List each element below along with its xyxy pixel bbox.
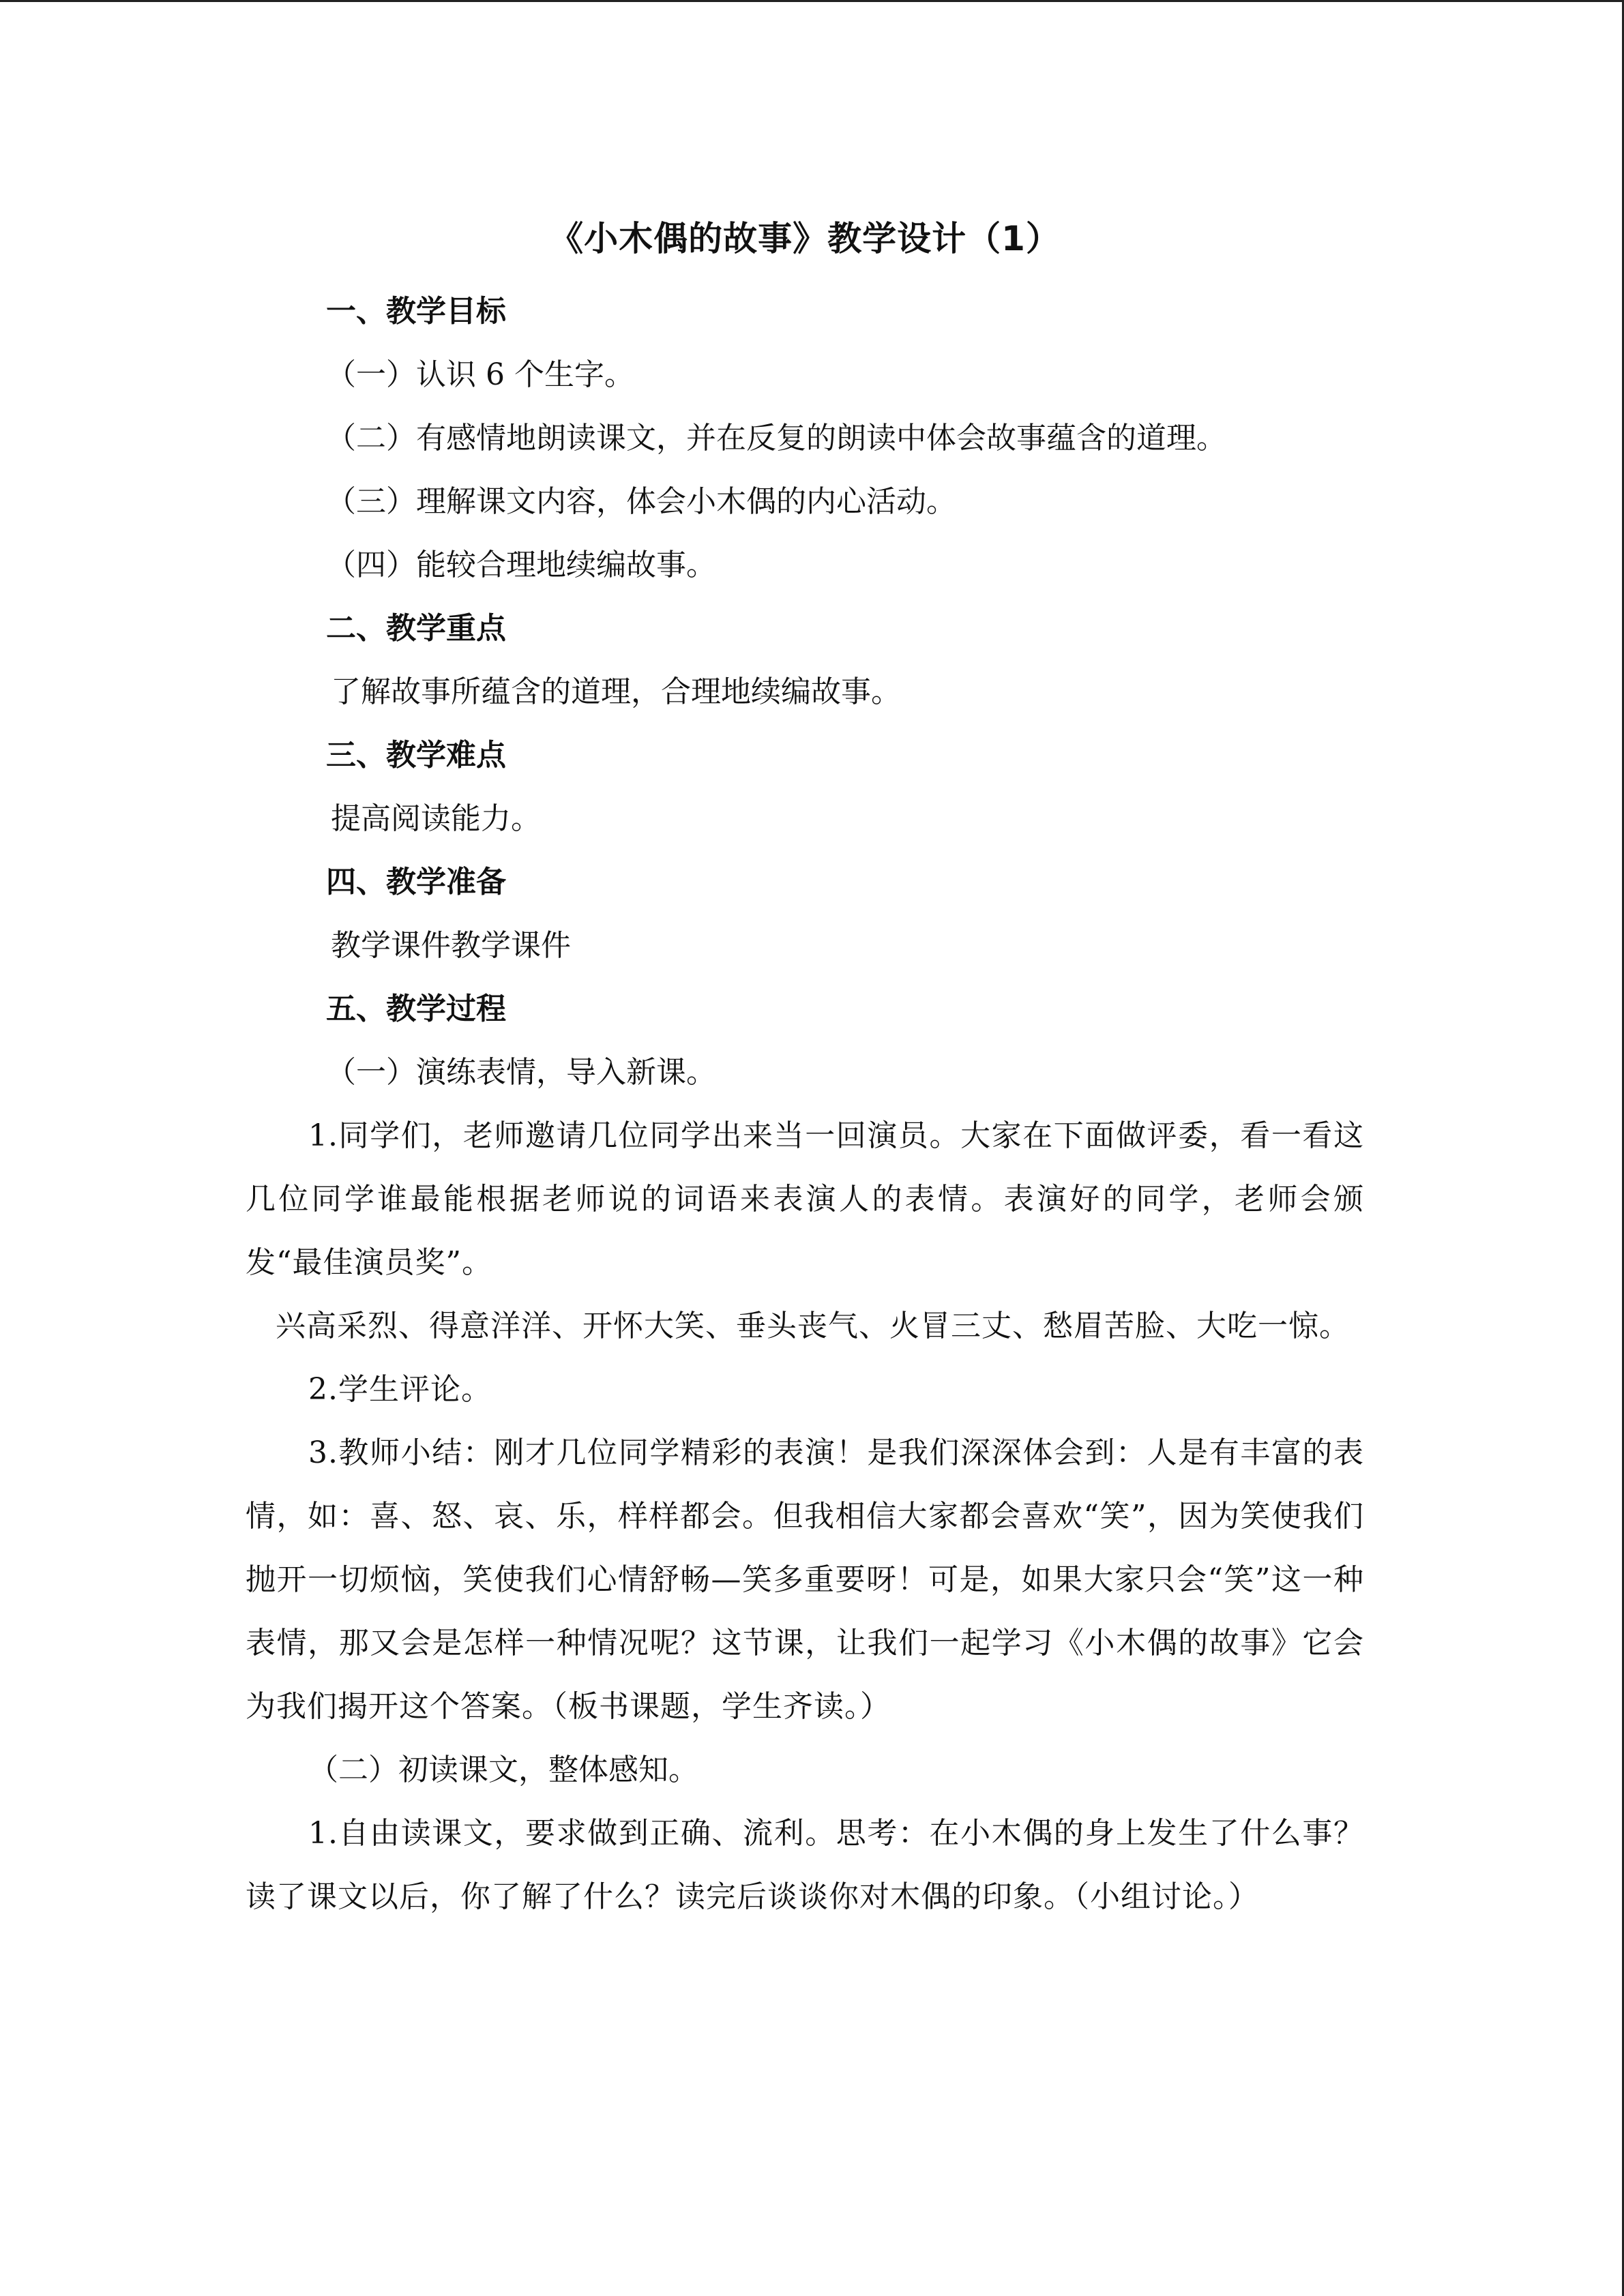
- preparation-text: 教学课件教学课件: [331, 928, 571, 963]
- goal-item-2: （二）有感情地朗读课文，并在反复的朗读中体会故事蕴含的道理。: [326, 421, 1226, 456]
- document-title: 《小木偶的故事》教学设计（1）: [549, 219, 1061, 258]
- heading-process: 五、教学过程: [326, 992, 506, 1026]
- process-part1-paragraph-2: 兴高采烈、得意洋洋、开怀大笑、垂头丧气、火冒三丈、愁眉苦脸、大吃一惊。: [276, 1309, 1350, 1343]
- document-page: [246, 211, 1364, 1928]
- page-border-top: [0, 0, 1624, 2]
- difficulties-text: 提高阅读能力。: [331, 801, 541, 836]
- process-part2-paragraph-1: 1.自由读课文，要求做到正确、流利。思考：在小木偶的身上发生了什么事？读了课文以后，你了解了什么？读完后谈谈你对木偶的印象。（小组讨论。）: [246, 1816, 1364, 1914]
- heading-preparation: 四、教学准备: [326, 865, 506, 899]
- process-part1-paragraph-4: 3.教师小结：刚才几位同学精彩的表演！是我们深深体会到：人是有丰富的表情，如：喜、怒、哀、乐，样样都会。但我相信大家都会喜欢“笑”，因为笑使我们抛开一切烦恼，笑使我们心情舒畅—笑多重要呀！可是，如果大家只会“笑”这一种表情，那又会是怎样一种情况呢？这节课，让我们一起学习《小木偶的故事》它会为我们揭开这个答案。（板书课题，学生齐读。）: [246, 1435, 1364, 1724]
- goal-item-4: （四）能较合理地续编故事。: [326, 548, 716, 582]
- key-points-text: 了解故事所蕴含的道理，合理地续编故事。: [331, 674, 901, 709]
- heading-difficulties: 三、教学难点: [326, 738, 506, 773]
- goal-item-1: （一）认识 6 个生字。: [326, 357, 634, 392]
- goal-item-3: （三）理解课文内容，体会小木偶的内心活动。: [326, 484, 956, 519]
- heading-key-points: 二、教学重点: [326, 611, 506, 646]
- heading-teaching-goals: 一、教学目标: [326, 294, 506, 329]
- process-part1-title: （一）演练表情，导入新课。: [326, 1055, 716, 1090]
- process-part1-paragraph-1: 1.同学们，老师邀请几位同学出来当一回演员。大家在下面做评委，看一看这几位同学谁最能根据老师说的词语来表演人的表情。表演好的同学，老师会颁发“最佳演员奖”。: [246, 1118, 1364, 1280]
- process-part2-title: （二）初读课文，整体感知。: [308, 1753, 698, 1787]
- process-part1-paragraph-3: 2.学生评论。: [308, 1372, 492, 1407]
